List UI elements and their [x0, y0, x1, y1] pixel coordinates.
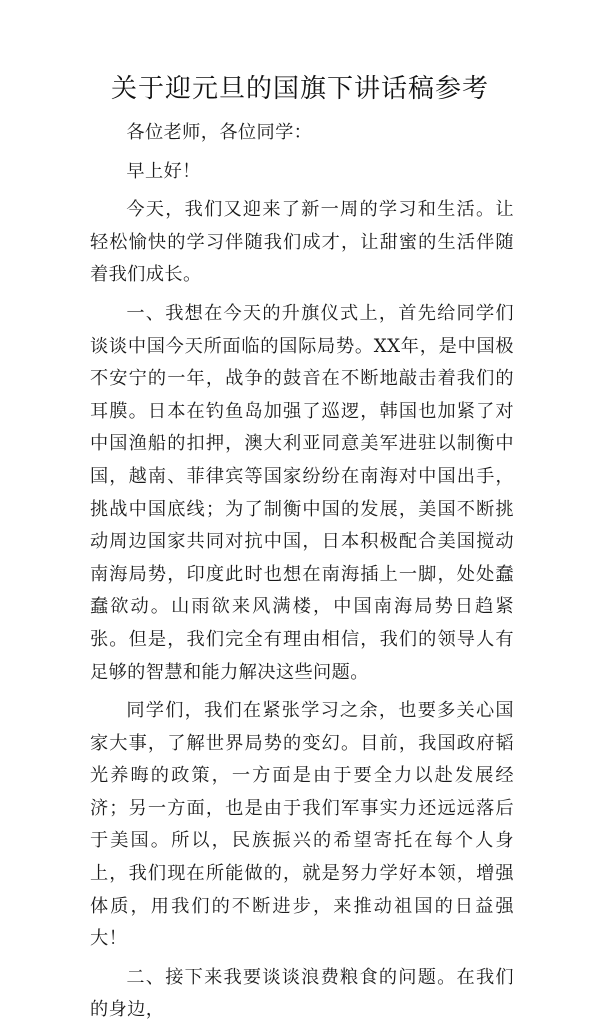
food-waste-paragraph: 二、接下来我要谈谈浪费粮食的问题。在我们的身边， [90, 966, 514, 1021]
document-title: 关于迎元旦的国旗下讲话稿参考 [110, 74, 489, 104]
document-body [90, 117, 514, 1027]
international-situation-paragraph: 一、我想在今天的升旗仪式上，首先给同学们谈谈中国今天所面临的国际局势。XX年，是中国极不安宁的一年，战争的鼓音在不断地敲击着我们的耳膜。日本在钓鱼岛加强了巡逻，韩国也加紧了对中国渔船的扣押，澳大利亚同意美军进驻以制衡中国，越南、菲律宾等国家纷纷在南海对中国出手，挑战中国底线；为了制衡中国的发展，美国不断挑动周边国家共同对抗中国，日本积极配合美国搅动南海局势，印度此时也想在南海插上一脚，处处蠢蠢欲动。山雨欲来风满楼，中国南海局势日趋紧张。但是，我们完全有理由相信，我们的领导人有足够的智慧和能力解决这些问题。 [90, 302, 514, 683]
national-affairs-paragraph: 同学们，我们在紧张学习之余，也要多关心国家大事，了解世界局势的变幻。目前，我国政府韬光养晦的政策，一方面是由于要全力以赴发展经济；另一方面，也是由于我们军事实力还远远落后于美国。所以，民族振兴的希望寄托在每个人身上，我们现在所能做的，就是努力学好本领，增强体质，用我们的不断进步，来推动祖国的日益强大！ [90, 700, 514, 950]
intro-paragraph: 今天，我们又迎来了新一周的学习和生活。让轻松愉快的学习伴随我们成才，让甜蜜的生活伴随着我们成长。 [90, 199, 514, 286]
greeting-paragraph: 早上好！ [126, 160, 201, 182]
salutation-paragraph: 各位老师，各位同学： [126, 122, 313, 143]
